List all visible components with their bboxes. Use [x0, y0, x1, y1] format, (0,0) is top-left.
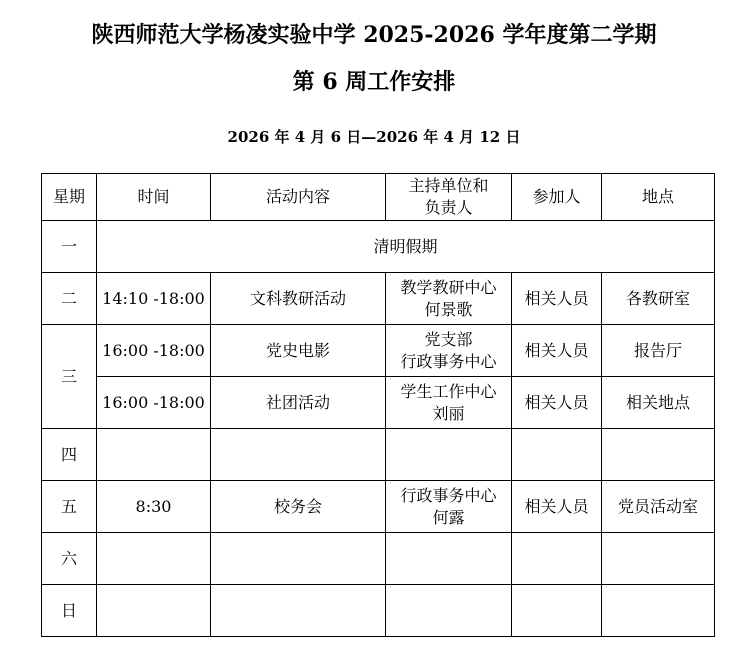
- day-cell: 四: [42, 429, 97, 481]
- participants-cell: [512, 585, 602, 637]
- location-cell: 各教研室: [602, 273, 715, 325]
- participants-cell: 相关人员: [512, 481, 602, 533]
- table-row: [42, 273, 715, 325]
- location-cell: [602, 585, 715, 637]
- time-cell: [97, 429, 211, 481]
- content-cell: [211, 585, 386, 637]
- participants-cell: 相关人员: [512, 325, 602, 377]
- holiday-cell: 清明假期: [97, 221, 715, 273]
- content-cell: 文科教研活动: [211, 273, 386, 325]
- content-cell: 校务会: [211, 481, 386, 533]
- participants-cell: 相关人员: [512, 377, 602, 429]
- header-host-line1: 主持单位和: [408, 176, 489, 195]
- week-title: 第 6 周工作安排: [292, 69, 456, 95]
- table-row: [42, 481, 715, 533]
- host-cell: [386, 533, 512, 585]
- table-row: [42, 585, 715, 637]
- host-line2: 何露: [432, 507, 465, 527]
- participants-cell: [512, 429, 602, 481]
- day-cell: 三: [42, 325, 97, 429]
- host-line1: 教学教研中心: [400, 277, 497, 297]
- host-cell: [386, 429, 512, 481]
- host-line2: 何景歌: [424, 299, 473, 319]
- day-cell: 六: [42, 533, 97, 585]
- time-cell: 8:30: [97, 481, 211, 533]
- host-line1: 学生工作中心: [400, 381, 497, 401]
- host-cell: [386, 377, 512, 429]
- host-line2: 刘丽: [432, 403, 465, 423]
- table-row: [42, 221, 715, 273]
- location-cell: [602, 533, 715, 585]
- day-cell: 二: [42, 273, 97, 325]
- participants-cell: [512, 533, 602, 585]
- day-cell: 日: [42, 585, 97, 637]
- content-cell: [211, 533, 386, 585]
- header-location: 地点: [602, 174, 715, 221]
- content-cell: 党史电影: [211, 325, 386, 377]
- time-cell: [97, 533, 211, 585]
- location-cell: 党员活动室: [602, 481, 715, 533]
- host-line2: 行政事务中心: [400, 351, 497, 371]
- host-line1: 党支部: [424, 329, 473, 349]
- header-time: 时间: [97, 174, 211, 221]
- host-cell: [386, 273, 512, 325]
- table-row: [42, 533, 715, 585]
- location-cell: 相关地点: [602, 377, 715, 429]
- time-cell: [97, 585, 211, 637]
- document-title: 陕西师范大学杨凌实验中学 2025-2026 学年度第二学期: [91, 22, 657, 48]
- location-cell: 报告厅: [602, 325, 715, 377]
- host-cell: [386, 585, 512, 637]
- content-cell: [211, 429, 386, 481]
- time-cell: 14:10 -18:00: [97, 273, 211, 325]
- host-cell: [386, 325, 512, 377]
- day-cell: 五: [42, 481, 97, 533]
- header-row: [42, 174, 715, 221]
- host-cell: [386, 481, 512, 533]
- header-host: [386, 174, 512, 221]
- location-cell: [602, 429, 715, 481]
- schedule-table: [41, 173, 715, 637]
- participants-cell: 相关人员: [512, 273, 602, 325]
- time-cell: 16:00 -18:00: [97, 325, 211, 377]
- host-line1: 行政事务中心: [400, 485, 497, 505]
- table-row: [42, 429, 715, 481]
- content-cell: 社团活动: [211, 377, 386, 429]
- day-cell: 一: [42, 221, 97, 273]
- header-host-line2: 负责人: [424, 198, 473, 217]
- header-day: 星期: [42, 174, 97, 221]
- header-participants: 参加人: [512, 174, 602, 221]
- time-cell: 16:00 -18:00: [97, 377, 211, 429]
- table-row: [42, 325, 715, 377]
- table-row: [42, 377, 715, 429]
- header-content: 活动内容: [211, 174, 386, 221]
- date-range: 2026 年 4 月 6 日—2026 年 4 月 12 日: [227, 128, 521, 146]
